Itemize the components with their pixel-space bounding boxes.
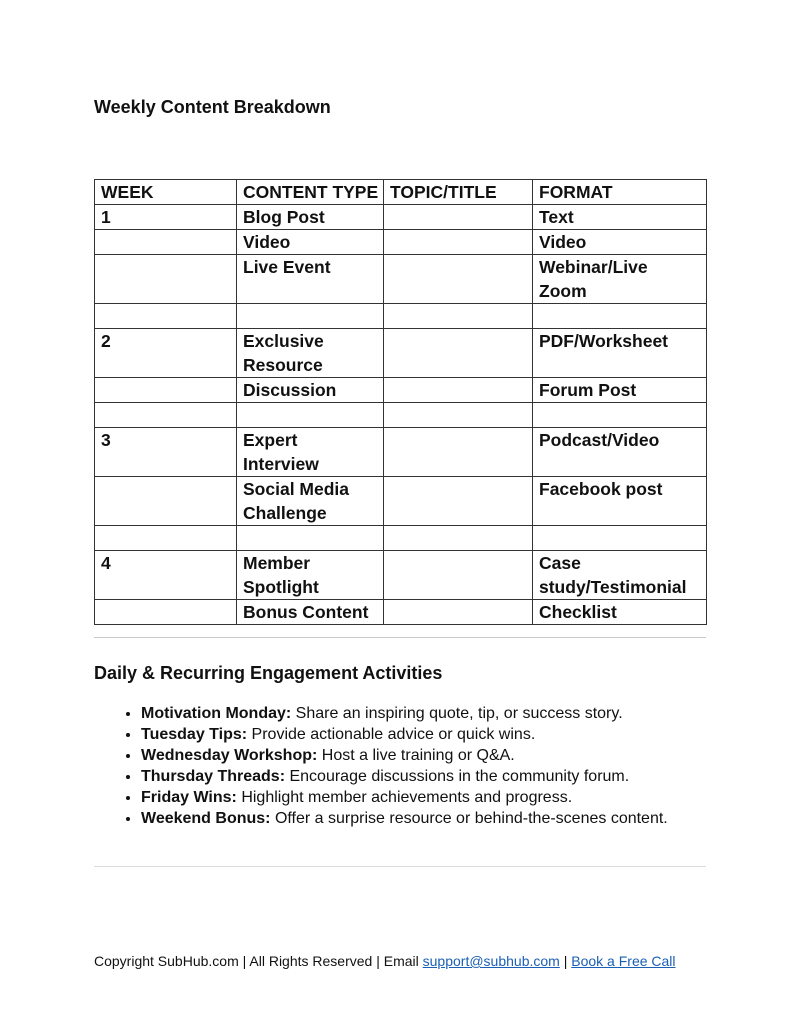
table-row [95,378,707,403]
cell-week [95,255,237,304]
cell-content-type: Expert Interview [237,428,384,477]
cell-topic-title [384,230,533,255]
table-header-row [95,180,707,205]
cell-topic-title [384,378,533,403]
activity-text: Encourage discussions in the community forum. [285,768,630,785]
cell-content-type: Video [237,230,384,255]
table-row [95,551,707,600]
header-week: WEEK [95,180,237,205]
cell-format: Facebook post [533,477,707,526]
cell-content-type [237,403,384,428]
cell-content-type [237,304,384,329]
cell-topic-title [384,329,533,378]
cell-topic-title [384,205,533,230]
cell-week [95,526,237,551]
activity-text: Host a live training or Q&A. [317,747,515,764]
cell-week [95,403,237,428]
table-row [95,205,707,230]
cell-week: 3 [95,428,237,477]
cell-format [533,304,707,329]
cell-format: Webinar/Live Zoom [533,255,707,304]
cell-content-type: Member Spotlight [237,551,384,600]
weekly-content-heading: Weekly Content Breakdown [94,97,331,117]
activity-text: Share an inspiring quote, tip, or success story. [291,705,623,722]
cell-week: 1 [95,205,237,230]
footer [94,951,676,971]
cell-week: 2 [95,329,237,378]
weekly-content-table [94,179,707,625]
cell-topic-title [384,304,533,329]
activity-label: Motivation Monday: [141,705,292,722]
header-topic-title: TOPIC/TITLE [384,180,533,205]
table-row [95,600,707,625]
table-row [95,304,707,329]
list-item [141,766,781,787]
cell-content-type [237,526,384,551]
cell-content-type: Exclusive Resource [237,329,384,378]
activity-label: Thursday Threads: [141,768,286,785]
cell-topic-title [384,477,533,526]
section-divider [94,637,706,638]
cell-content-type: Discussion [237,378,384,403]
cell-topic-title [384,600,533,625]
activity-text: Offer a surprise resource or behind-the-scenes content. [270,810,668,827]
footer-copyright-text: Copyright SubHub.com | All Rights Reserved | Email [94,953,423,969]
table-row [95,526,707,551]
cell-topic-title [384,526,533,551]
cell-format: Case study/Testimonial [533,551,707,600]
activity-text: Provide actionable advice or quick wins. [247,726,536,743]
table-row [95,403,707,428]
cell-format: Podcast/Video [533,428,707,477]
cell-format: Forum Post [533,378,707,403]
cell-week [95,477,237,526]
list-item [141,745,781,766]
cell-week [95,230,237,255]
cell-week: 4 [95,551,237,600]
footer-separator: | [559,953,572,969]
support-email-link[interactable]: support@subhub.com [422,953,560,969]
footer-divider [94,866,706,867]
activity-label: Tuesday Tips: [141,726,248,743]
cell-format: Text [533,205,707,230]
table-row [95,255,707,304]
cell-week [95,378,237,403]
cell-content-type: Social Media Challenge [237,477,384,526]
list-item [141,787,781,808]
cell-format [533,403,707,428]
activity-text: Highlight member achievements and progress. [236,789,573,806]
cell-format: Video [533,230,707,255]
list-item [141,703,781,724]
cell-content-type: Live Event [237,255,384,304]
cell-topic-title [384,551,533,600]
table-row [95,477,707,526]
daily-activities-heading: Daily & Recurring Engagement Activities [94,663,443,683]
cell-topic-title [384,255,533,304]
cell-topic-title [384,428,533,477]
book-free-call-link[interactable]: Book a Free Call [571,953,676,969]
cell-topic-title [384,403,533,428]
cell-week [95,600,237,625]
cell-format [533,526,707,551]
list-item [141,724,781,745]
activity-label: Friday Wins: [141,789,237,806]
table-row [95,230,707,255]
activities-list [94,703,781,829]
header-content-type: CONTENT TYPE [237,180,384,205]
cell-content-type: Bonus Content [237,600,384,625]
cell-format: PDF/Worksheet [533,329,707,378]
cell-week [95,304,237,329]
header-format: FORMAT [533,180,707,205]
cell-format: Checklist [533,600,707,625]
list-item [141,808,781,829]
activity-label: Wednesday Workshop: [141,747,318,764]
cell-content-type: Blog Post [237,205,384,230]
table-row [95,428,707,477]
table-row [95,329,707,378]
activity-label: Weekend Bonus: [141,810,271,827]
